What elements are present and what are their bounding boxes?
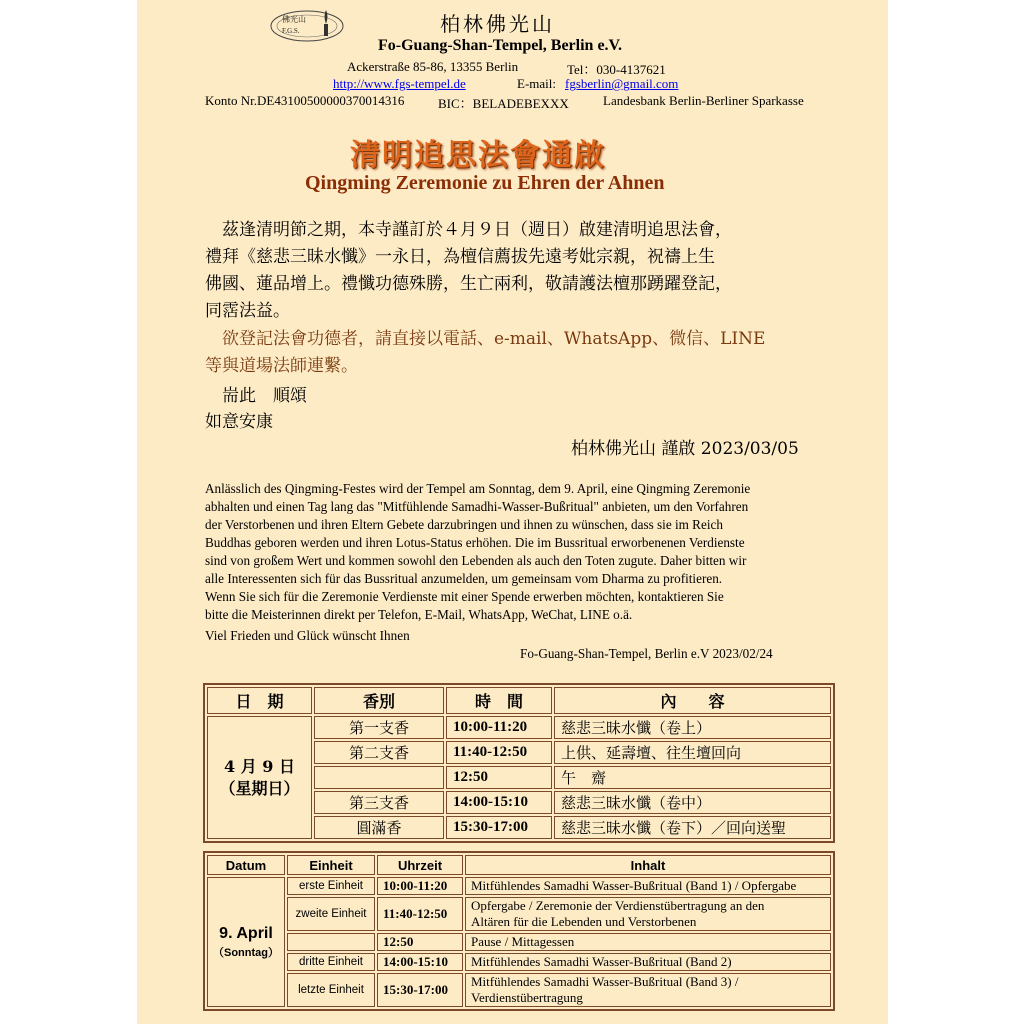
table-row [207,973,831,1007]
table-row [207,877,831,895]
unit-cell: erste Einheit [287,877,375,895]
incense-cell: 第三支香 [314,791,444,814]
text-line: 同霑法益。 [205,301,290,321]
table-row [207,716,831,739]
bank-name: Landesbank Berlin-Berliner Sparkasse [603,93,804,108]
email-link[interactable]: fgsberlin@gmail.com [565,76,679,91]
schedule-table-zh [203,683,835,843]
content-line: Mitfühlendes Samadhi Wasser-Bußritual (Band 2) [471,954,732,969]
incense-cell: 圓滿香 [314,816,444,839]
header-content: Inhalt [465,855,831,875]
date-cell [207,716,312,839]
header-date: 日 期 [207,687,312,714]
time-cell: 14:00-15:10 [377,953,463,971]
content-cell [465,933,831,951]
unit-cell: zweite Einheit [287,897,375,931]
fgs-logo [268,4,346,44]
time-cell: 14:00-15:10 [446,791,552,814]
address: Ackerstraße 85-86, 13355 Berlin [347,59,519,74]
text-line: 等與道場法師連繫。 [205,356,358,376]
incense-cell: 第二支香 [314,741,444,764]
content-cell [465,973,831,1007]
incense-cell [314,766,444,789]
unit-cell: letzte Einheit [287,973,375,1007]
table-row [207,897,831,931]
text-line: Anlässlich des Qingming-Festes wird der Tempel am Sonntag, dem 9. April, eine Qingming Zeremonie [205,481,751,496]
closing-de: Viel Frieden und Glück wünscht Ihnen [205,628,410,643]
table-header-row [207,687,831,714]
time-cell: 12:50 [446,766,552,789]
time-cell: 12:50 [377,933,463,951]
unit-cell: dritte Einheit [287,953,375,971]
date-line: 4 月 9 日 [224,756,295,776]
chinese-paragraph-2 [205,326,825,380]
time-cell: 10:00-11:20 [446,716,552,739]
table-header-row [207,855,831,875]
header-unit: Einheit [287,855,375,875]
content-line: Mitfühlendes Samadhi Wasser-Bußritual (Band 3) / [471,974,739,989]
content-line: Opfergabe / Zeremonie der Verdienstübertragung an den [471,898,765,913]
header-time: 時 間 [446,687,552,714]
content-cell [465,897,831,931]
content-cell: 上供、延壽壇、往生壇回向 [554,741,831,764]
time-cell: 11:40-12:50 [446,741,552,764]
title-de: Qingming Zeremonie zu Ehren der Ahnen [305,172,665,194]
temple-name-zh: 柏林佛光山 [440,12,555,36]
text-line: 欲登記法會功德者，請直接以電話、e-mail、WhatsApp、微信、LINE [205,329,766,349]
date-line: 9. April [219,925,273,942]
incense-cell: 第一支香 [314,716,444,739]
bank-bic: BIC：BELADEBEXXX [438,96,569,111]
text-line: 茲逢清明節之期，本寺謹訂於４月９日（週日）啟建清明追思法會， [205,220,732,240]
closing-line-1: 耑此 順頌 [205,386,307,406]
closing-line-2: 如意安康 [205,412,273,432]
text-line: abhalten und einen Tag lang das "Mitfühlende Samadhi-Wasser-Bußritual" anbieten, um den Vorfahren [205,499,749,514]
header-incense: 香別 [314,687,444,714]
date-cell [207,877,285,1007]
table-row [207,953,831,971]
content-cell [465,877,831,895]
header-date: Datum [207,855,285,875]
time-cell: 11:40-12:50 [377,897,463,931]
email-label: E-mail: [517,76,556,91]
time-cell: 10:00-11:20 [377,877,463,895]
text-line: alle Interessenten sich für das Bussritual anzumelden, um gemeinsam vom Dharma zu profitieren. [205,571,723,586]
text-line: Buddhas geboren werden und ihren Lotus-Status erhöhen. Die im Bussritual erworbenenen Verdienste [205,535,745,550]
temple-name-de: Fo-Guang-Shan-Tempel, Berlin e.V. [378,37,623,54]
content-cell: 慈悲三昧水懺（卷中） [554,791,831,814]
title-zh: 清明追思法會通啟 [350,138,606,173]
content-cell: 慈悲三昧水懺（卷下）／回向送聖 [554,816,831,839]
german-paragraph [205,480,815,624]
unit-cell [287,933,375,951]
table-row [207,933,831,951]
content-cell: 慈悲三昧水懺（卷上） [554,716,831,739]
content-line: Mitfühlendes Samadhi Wasser-Bußritual (Band 1) / Opfergabe [471,878,797,893]
content-line: Verdienstübertragung [471,990,583,1005]
text-line: 禮拜《慈悲三昧水懺》一永日，為檀信薦拔先遠考妣宗親，祝禱上生 [205,247,715,267]
signature-zh: 柏林佛光山 謹啟 2023/03/05 [571,439,799,459]
text-line: 佛國、蓮品增上。禮懺功德殊勝，生亡兩利，敬請護法檀那踴躍登記， [205,274,732,294]
schedule-table-de [203,851,835,1011]
content-line: Pause / Mittagessen [471,934,575,949]
text-line: der Verstorbenen und ihren Eltern Gebete darzubringen und ihnen zu wünschen, dass sie im Reich [205,517,723,532]
header-content: 內 容 [554,687,831,714]
text-line: sind von großem Wert und kommen sowohl den Lebenden als auch den Toten zugute. Daher bitten wir [205,553,747,568]
content-cell [465,953,831,971]
chinese-paragraph-1 [205,217,825,325]
bank-account: Konto Nr.DE43100500000370014316 [205,93,405,108]
website-link[interactable]: http://www.fgs-tempel.de [333,76,466,91]
text-line: bitte die Meisterinnen direkt per Telefon, E-Mail, WhatsApp, WeChat, LINE o.ä. [205,607,633,622]
time-cell: 15:30-17:00 [446,816,552,839]
weekday-line: （Sonntag） [213,947,279,959]
svg-text:F.G.S.: F.G.S. [282,27,300,35]
time-cell: 15:30-17:00 [377,973,463,1007]
svg-text:佛光山: 佛光山 [282,15,306,24]
header-time: Uhrzeit [377,855,463,875]
text-line: Wenn Sie sich für die Zeremonie Verdienste mit einer Spende erwerben möchten, kontaktieren Sie [205,589,724,604]
content-line: Altären für die Lebenden und Verstorbenen [471,914,697,929]
content-cell: 午 齋 [554,766,831,789]
telephone: Tel：030-4137621 [567,62,666,77]
weekday-line: （星期日） [219,778,300,798]
signature-de: Fo-Guang-Shan-Tempel, Berlin e.V 2023/02/24 [520,646,773,661]
